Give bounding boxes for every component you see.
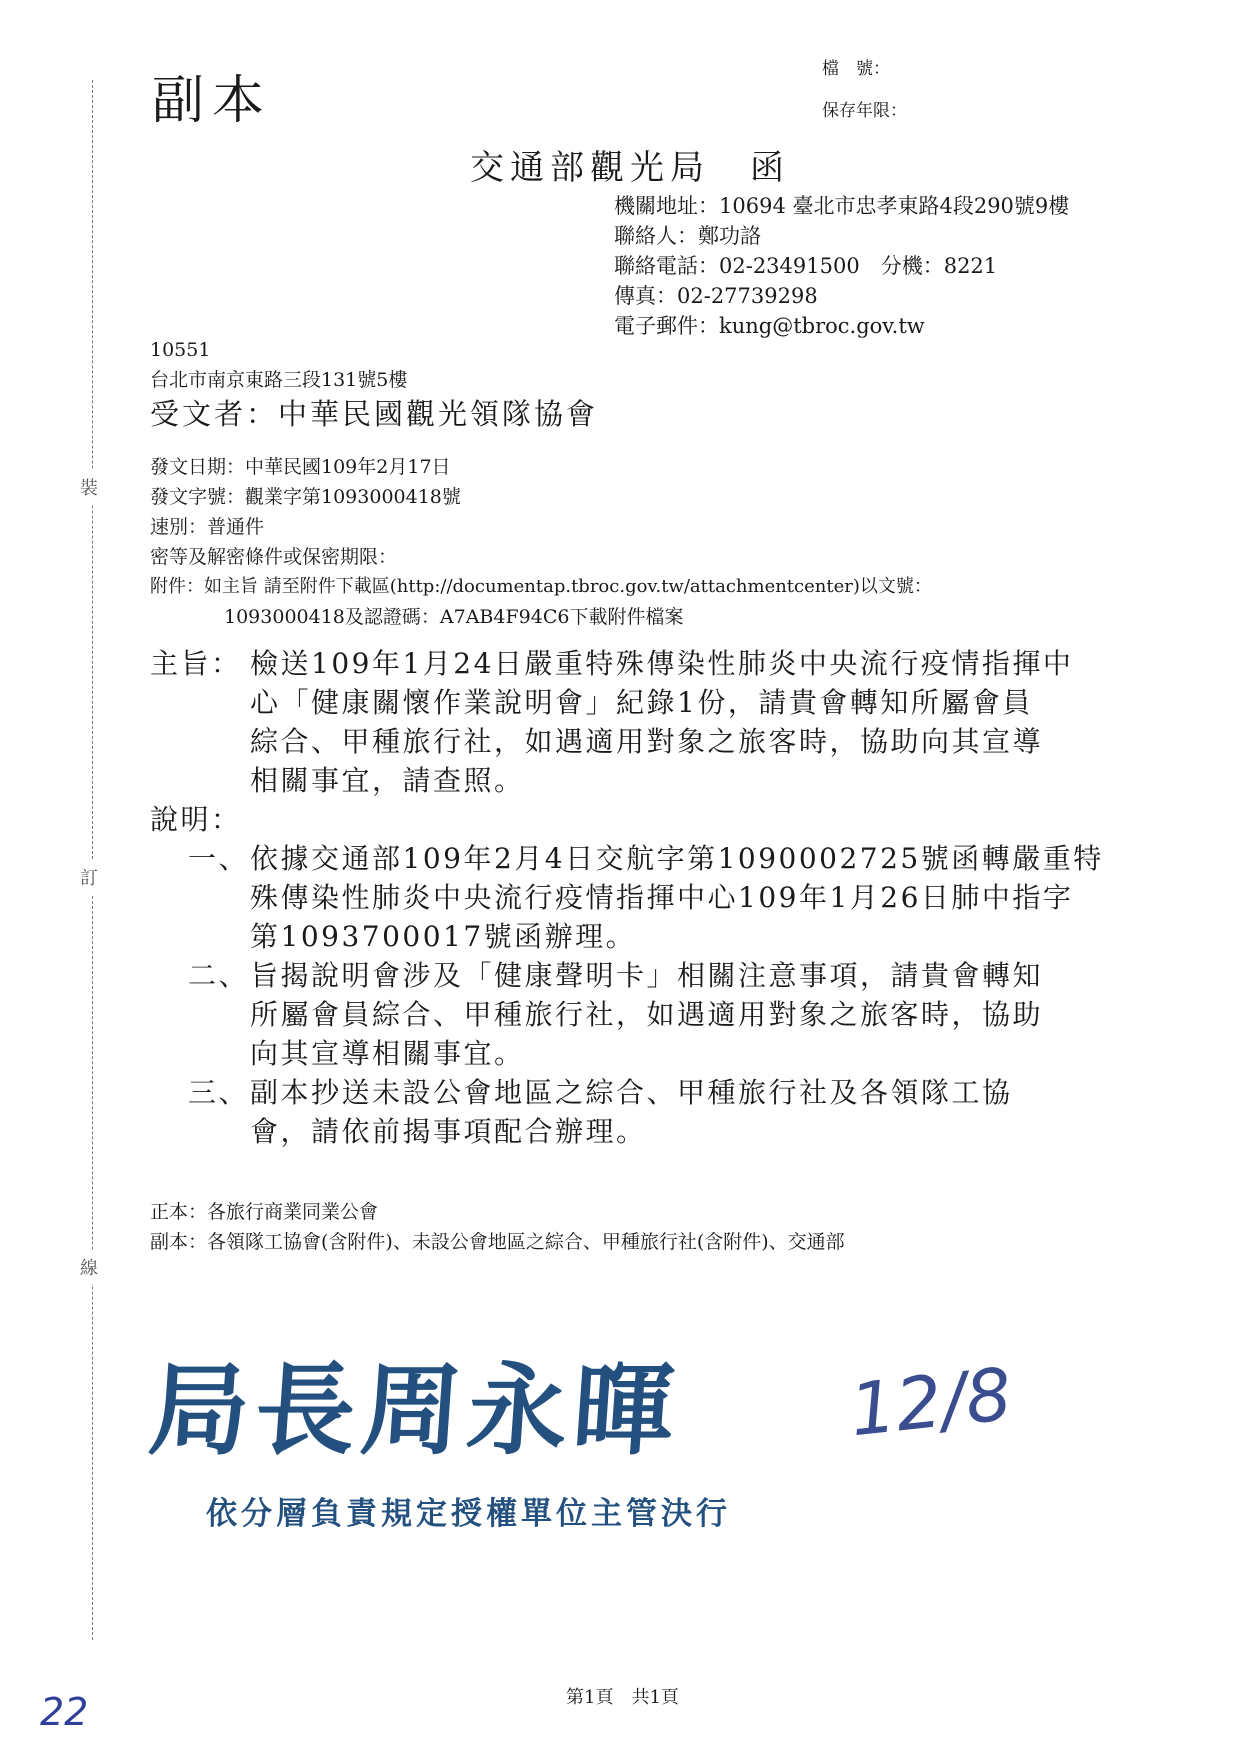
recipient-postal: 10551 xyxy=(150,339,211,361)
agency-address: 機關地址：10694 臺北市忠孝東路4段290號9樓 xyxy=(614,194,1070,218)
attachment-line-2: 1093000418及認證碼：A7AB4F94C6下載附件檔案 xyxy=(224,606,684,628)
subject-label: 主旨： xyxy=(150,647,242,680)
recipient-street: 台北市南京東路三段131號5樓 xyxy=(150,369,408,391)
explanation-line: 依據交通部109年2月4日交航字第1090002725號函轉嚴重特 xyxy=(250,842,1104,875)
explanation-line: 副本抄送未設公會地區之綜合、甲種旅行社及各領隊工協 xyxy=(250,1076,1013,1109)
subject-line: 綜合、甲種旅行社，如遇適用對象之旅客時，協助向其宣導 xyxy=(250,725,1044,758)
explanation-line: 向其宣導相關事宜。 xyxy=(250,1037,525,1070)
copy-mark: 副本 xyxy=(152,71,273,131)
speed-class: 速別：普通件 xyxy=(150,516,265,538)
explanation-line: 殊傳染性肺炎中央流行疫情指揮中心109年1月26日肺中指字 xyxy=(250,881,1074,914)
copy-recipients: 副本：各領隊工協會(含附件)、未設公會地區之綜合、甲種旅行社(含附件)、交通部 xyxy=(150,1231,845,1253)
attachment-line-1: 附件：如主旨 請至附件下載區(http://documentap.tbroc.gov.tw/attachmentcenter)以文號： xyxy=(150,576,932,597)
binding-char-2: 訂 xyxy=(80,860,98,894)
subject-line: 檢送109年1月24日嚴重特殊傳染性肺炎中央流行疫情指揮中 xyxy=(250,647,1074,680)
subject-line: 相關事宜，請查照。 xyxy=(250,764,525,797)
document-number: 發文字號：觀業字第1093000418號 xyxy=(150,486,461,508)
explanation-line: 會，請依前揭事項配合辦理。 xyxy=(250,1115,647,1148)
agency-contact: 聯絡人：鄭功詻 xyxy=(614,224,761,248)
subject-line: 心「健康關懷作業說明會」紀錄1份，請貴會轉知所屬會員 xyxy=(250,686,1033,719)
explanation-line: 第1093700017號函辦理。 xyxy=(250,920,637,953)
retention-label: 保存年限： xyxy=(822,101,907,121)
explanation-label: 說明： xyxy=(150,803,242,836)
document-title: 交通部觀光局 函 xyxy=(470,148,790,188)
explanation-line: 所屬會員綜合、甲種旅行社，如遇適用對象之旅客時，協助 xyxy=(250,998,1044,1031)
agency-phone: 聯絡電話：02-23491500 分機：8221 xyxy=(614,254,998,278)
binding-char-1: 裝 xyxy=(80,470,98,504)
issue-date: 發文日期：中華民國109年2月17日 xyxy=(150,456,451,478)
original-recipients: 正本：各旅行商業同業公會 xyxy=(150,1201,379,1223)
explanation-line: 旨揭說明會涉及「健康聲明卡」相關注意事項，請貴會轉知 xyxy=(250,959,1044,992)
page-number: 第1頁 共1頁 xyxy=(566,1687,679,1708)
explanation-item-number: 三、 xyxy=(188,1076,250,1109)
recipient: 受文者：中華民國觀光領隊協會 xyxy=(150,397,599,431)
delegation-stamp: 依分層負責規定授權單位主管決行 xyxy=(206,1496,731,1532)
handwritten-page-mark: 22 xyxy=(40,1690,89,1734)
handwritten-date: 12/8 xyxy=(846,1351,1016,1453)
binding-char-3: 線 xyxy=(80,1250,98,1284)
file-number-label: 檔 號： xyxy=(822,59,890,79)
director-seal: 局長周永暉 xyxy=(145,1352,684,1469)
agency-email: 電子郵件：kung@tbroc.gov.tw xyxy=(614,314,925,338)
secrecy-level: 密等及解密條件或保密期限： xyxy=(150,546,398,568)
agency-fax: 傳真：02-27739298 xyxy=(614,284,818,308)
explanation-item-number: 一、 xyxy=(188,842,250,875)
explanation-item-number: 二、 xyxy=(188,959,250,992)
